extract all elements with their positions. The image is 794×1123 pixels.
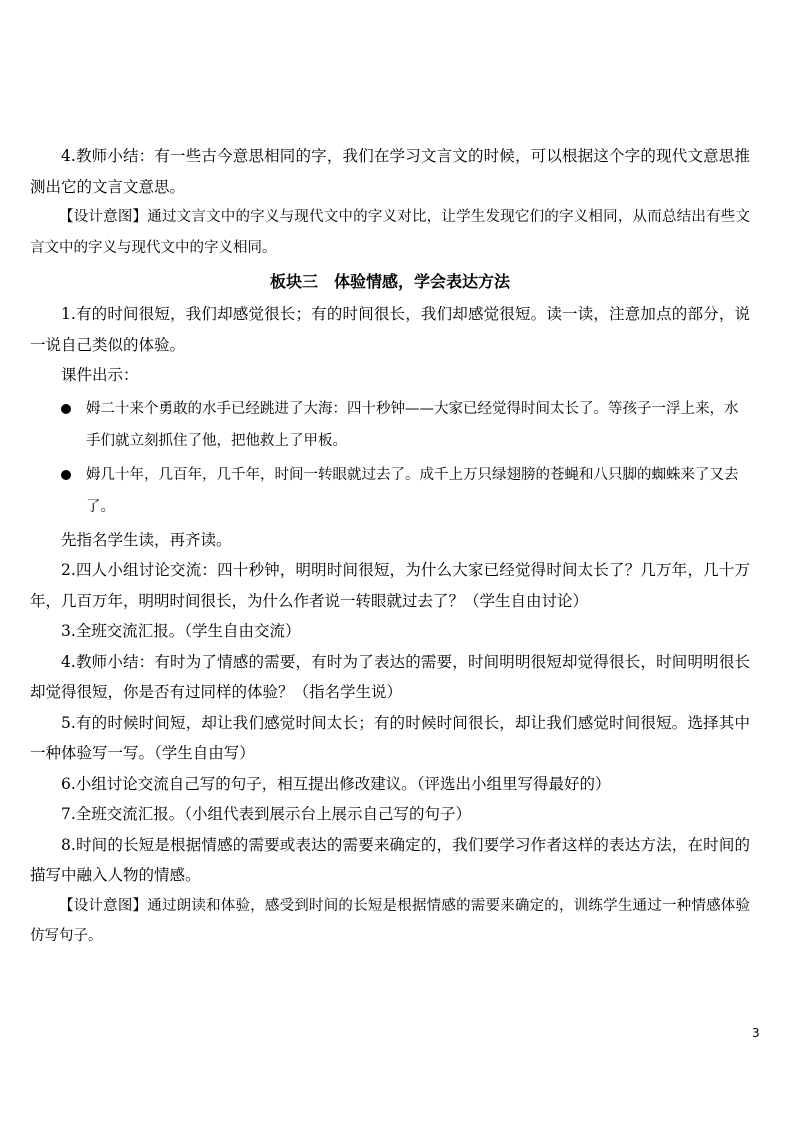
step-paragraph: 6.小组讨论交流自己写的句子，相互提出修改建议。（评选出小组里写得最好的） bbox=[61, 774, 611, 793]
page-number: 3 bbox=[752, 1026, 760, 1040]
step-paragraph: 4.教师小结：有时为了情感的需要，有时为了表达的需要，时间明明很短却觉得很长，时间明明很长却觉得很短，你是否有过同样的体验？（指名学生说） bbox=[30, 652, 750, 701]
step-paragraph: 5.有的时候时间短，却让我们感觉时间太长；有的时候时间很长，却让我们感觉时间很短。选择其中一种体验写一写。（学生自由写） bbox=[30, 713, 750, 762]
design-intent-paragraph: 【设计意图】通过朗读和体验，感受到时间的长短是根据情感的需要来确定的，训练学生通过一种情感体验仿写句子。 bbox=[30, 897, 750, 944]
step-paragraph: 7.全班交流汇报。（小组代表到展示台上展示自己写的句子） bbox=[61, 805, 472, 823]
design-intent-paragraph: 【设计意图】通过文言文中的字义与现代文中的字义对比，让学生发现它们的字义相同，从而总结出有些文言文中的字义与现代文中的字义相同。 bbox=[30, 209, 750, 256]
section-heading: 板块三 体验情感，学会表达方法 bbox=[269, 272, 510, 291]
step-paragraph: 3.全班交流汇报。（学生自由交流） bbox=[61, 622, 301, 640]
read-note-paragraph: 先指名学生读，再齐读。 bbox=[61, 530, 232, 549]
bullet-item bbox=[30, 459, 750, 523]
bullet-text: 姆二十来个勇敢的水手已经跳进了大海：四十秒钟——大家已经觉得时间太长了。等孩子一浮上来，水手们就立刻抓住了他，把他救上了甲板。 bbox=[86, 400, 739, 449]
document-body bbox=[30, 141, 750, 952]
step-paragraph: 8.时间的长短是根据情感的需要或表达的需要来确定的，我们要学习作者这样的表达方法，在时间的描写中融入人物的情感。 bbox=[30, 835, 750, 884]
step-1-paragraph: 1.有的时间很短，我们却感觉很长；有的时间很长，我们却感觉很短。读一读，注意加点的部分，说一说自己类似的体验。 bbox=[30, 305, 750, 354]
step-paragraph: 2.四人小组讨论交流：四十秒钟，明明时间很短，为什么大家已经觉得时间太长了？几万年，几十万年，几百万年，明明时间很长，为什么作者说一转眼就过去了？（学生自由讨论） bbox=[30, 561, 750, 610]
bullet-text: 姆几十年，几百年，几千年，时间一转眼就过去了。成千上万只绿翅膀的苍蝇和八只脚的蜘蛛来了又去了。 bbox=[86, 466, 739, 515]
courseware-label: 课件出示： bbox=[61, 366, 139, 384]
bullet-item bbox=[30, 393, 750, 457]
teacher-summary-paragraph: 4.教师小结：有一些古今意思相同的字，我们在学习文言文的时候，可以根据这个字的现代文意思推测出它的文言文意思。 bbox=[30, 147, 750, 196]
